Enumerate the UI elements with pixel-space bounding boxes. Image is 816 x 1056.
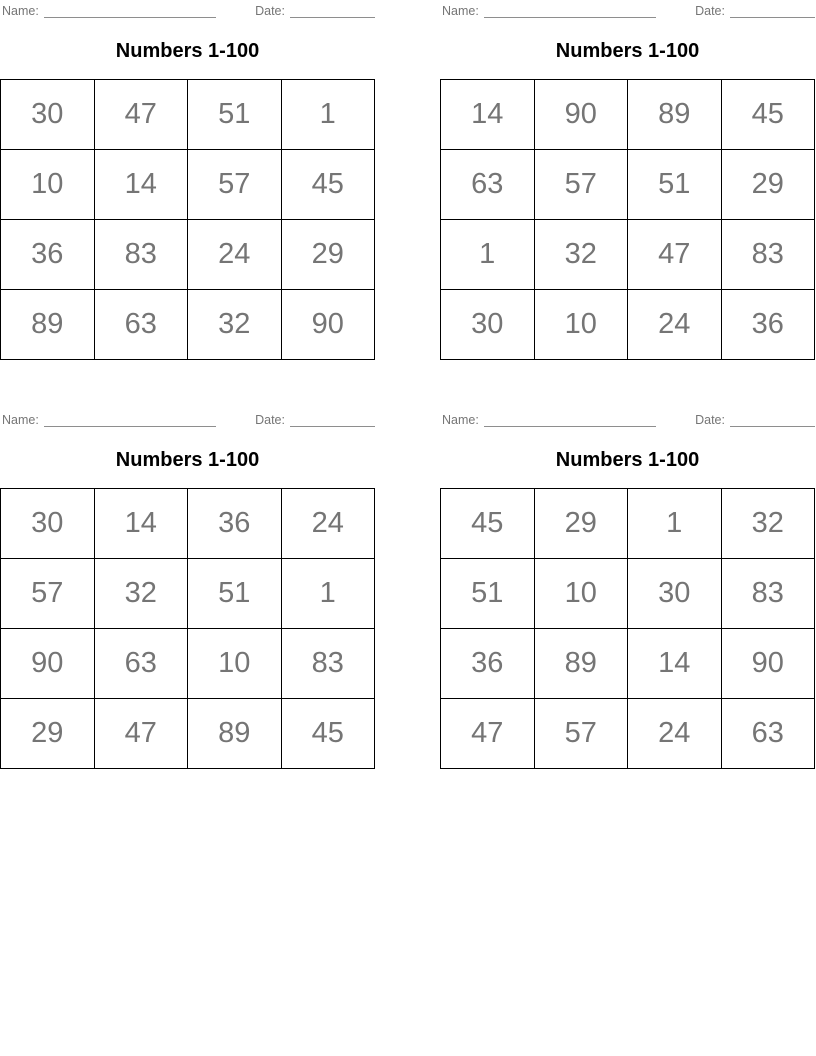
grid-row: [441, 699, 815, 769]
number-cell: 36: [721, 290, 815, 360]
number-cell: 47: [94, 80, 188, 150]
number-cell: 24: [628, 699, 722, 769]
grid-row: [1, 290, 375, 360]
name-field: [442, 414, 656, 427]
name-blank-line: [44, 414, 216, 427]
header-row: [0, 409, 375, 427]
name-field: [2, 5, 216, 18]
number-cell: 63: [721, 699, 815, 769]
number-cell: 83: [721, 559, 815, 629]
number-cell: 24: [628, 290, 722, 360]
date-label: Date:: [695, 4, 725, 18]
number-cell: 24: [188, 220, 282, 290]
worksheet-title: Numbers 1-100: [555, 449, 700, 471]
grid-row: [441, 290, 815, 360]
grid-row: [1, 699, 375, 769]
number-cell: 51: [188, 80, 282, 150]
numbers-grid: [440, 488, 815, 769]
grid-row: [441, 80, 815, 150]
number-cell: 14: [94, 489, 188, 559]
date-blank-line: [290, 414, 375, 427]
number-cell: 30: [441, 290, 535, 360]
number-cell: 63: [94, 290, 188, 360]
number-cell: 51: [628, 150, 722, 220]
number-cell: 29: [1, 699, 95, 769]
grid-row: [1, 150, 375, 220]
header-row: [440, 409, 815, 427]
numbers-grid: [0, 79, 375, 360]
worksheet-title: Numbers 1-100: [555, 40, 700, 62]
numbers-grid: [0, 488, 375, 769]
number-cell: 90: [281, 290, 375, 360]
number-cell: 83: [281, 629, 375, 699]
number-cell: 10: [188, 629, 282, 699]
number-cell: 30: [1, 80, 95, 150]
number-cell: 32: [721, 489, 815, 559]
number-cell: 47: [441, 699, 535, 769]
number-cell: 1: [281, 559, 375, 629]
number-cell: 30: [628, 559, 722, 629]
number-cell: 32: [534, 220, 628, 290]
name-label: Name:: [2, 413, 39, 427]
number-cell: 24: [281, 489, 375, 559]
name-label: Name:: [442, 4, 479, 18]
number-cell: 57: [534, 699, 628, 769]
number-cell: 57: [188, 150, 282, 220]
number-cell: 32: [188, 290, 282, 360]
worksheet-top-left: [0, 0, 375, 360]
grid-row: [441, 629, 815, 699]
number-cell: 36: [441, 629, 535, 699]
number-cell: 51: [188, 559, 282, 629]
number-cell: 1: [628, 489, 722, 559]
number-cell: 10: [534, 559, 628, 629]
number-cell: 14: [94, 150, 188, 220]
grid-row: [1, 559, 375, 629]
number-cell: 57: [1, 559, 95, 629]
date-blank-line: [730, 5, 815, 18]
date-field: [695, 5, 815, 18]
name-label: Name:: [442, 413, 479, 427]
grid-row: [1, 80, 375, 150]
grid-row: [441, 489, 815, 559]
number-cell: 45: [281, 699, 375, 769]
name-field: [2, 414, 216, 427]
grid-row: [1, 629, 375, 699]
number-cell: 90: [534, 80, 628, 150]
grid-row: [1, 489, 375, 559]
date-blank-line: [730, 414, 815, 427]
number-cell: 32: [94, 559, 188, 629]
number-cell: 1: [281, 80, 375, 150]
numbers-grid: [440, 79, 815, 360]
date-blank-line: [290, 5, 375, 18]
worksheet-title: Numbers 1-100: [115, 40, 260, 62]
worksheet-bottom-left: [0, 409, 375, 769]
grid-row: [441, 559, 815, 629]
number-cell: 47: [628, 220, 722, 290]
number-cell: 10: [1, 150, 95, 220]
name-field: [442, 5, 656, 18]
number-cell: 29: [534, 489, 628, 559]
number-cell: 89: [534, 629, 628, 699]
number-cell: 47: [94, 699, 188, 769]
date-field: [255, 5, 375, 18]
number-cell: 36: [1, 220, 95, 290]
number-cell: 83: [721, 220, 815, 290]
number-cell: 36: [188, 489, 282, 559]
grid-row: [441, 220, 815, 290]
number-cell: 30: [1, 489, 95, 559]
number-cell: 29: [281, 220, 375, 290]
date-label: Date:: [255, 413, 285, 427]
number-cell: 83: [94, 220, 188, 290]
number-cell: 29: [721, 150, 815, 220]
number-cell: 45: [441, 489, 535, 559]
number-cell: 89: [628, 80, 722, 150]
name-label: Name:: [2, 4, 39, 18]
date-label: Date:: [695, 413, 725, 427]
grid-row: [441, 150, 815, 220]
number-cell: 14: [628, 629, 722, 699]
number-cell: 45: [721, 80, 815, 150]
number-cell: 90: [1, 629, 95, 699]
number-cell: 45: [281, 150, 375, 220]
header-row: [0, 0, 375, 18]
worksheet-top-right: [440, 0, 815, 360]
number-cell: 63: [441, 150, 535, 220]
number-cell: 57: [534, 150, 628, 220]
date-label: Date:: [255, 4, 285, 18]
number-cell: 51: [441, 559, 535, 629]
name-blank-line: [484, 414, 656, 427]
name-blank-line: [484, 5, 656, 18]
number-cell: 1: [441, 220, 535, 290]
grid-row: [1, 220, 375, 290]
number-cell: 10: [534, 290, 628, 360]
worksheet-title: Numbers 1-100: [115, 449, 260, 471]
number-cell: 90: [721, 629, 815, 699]
date-field: [695, 414, 815, 427]
header-row: [440, 0, 815, 18]
number-cell: 14: [441, 80, 535, 150]
date-field: [255, 414, 375, 427]
number-cell: 63: [94, 629, 188, 699]
name-blank-line: [44, 5, 216, 18]
worksheet-bottom-right: [440, 409, 815, 769]
number-cell: 89: [188, 699, 282, 769]
number-cell: 89: [1, 290, 95, 360]
